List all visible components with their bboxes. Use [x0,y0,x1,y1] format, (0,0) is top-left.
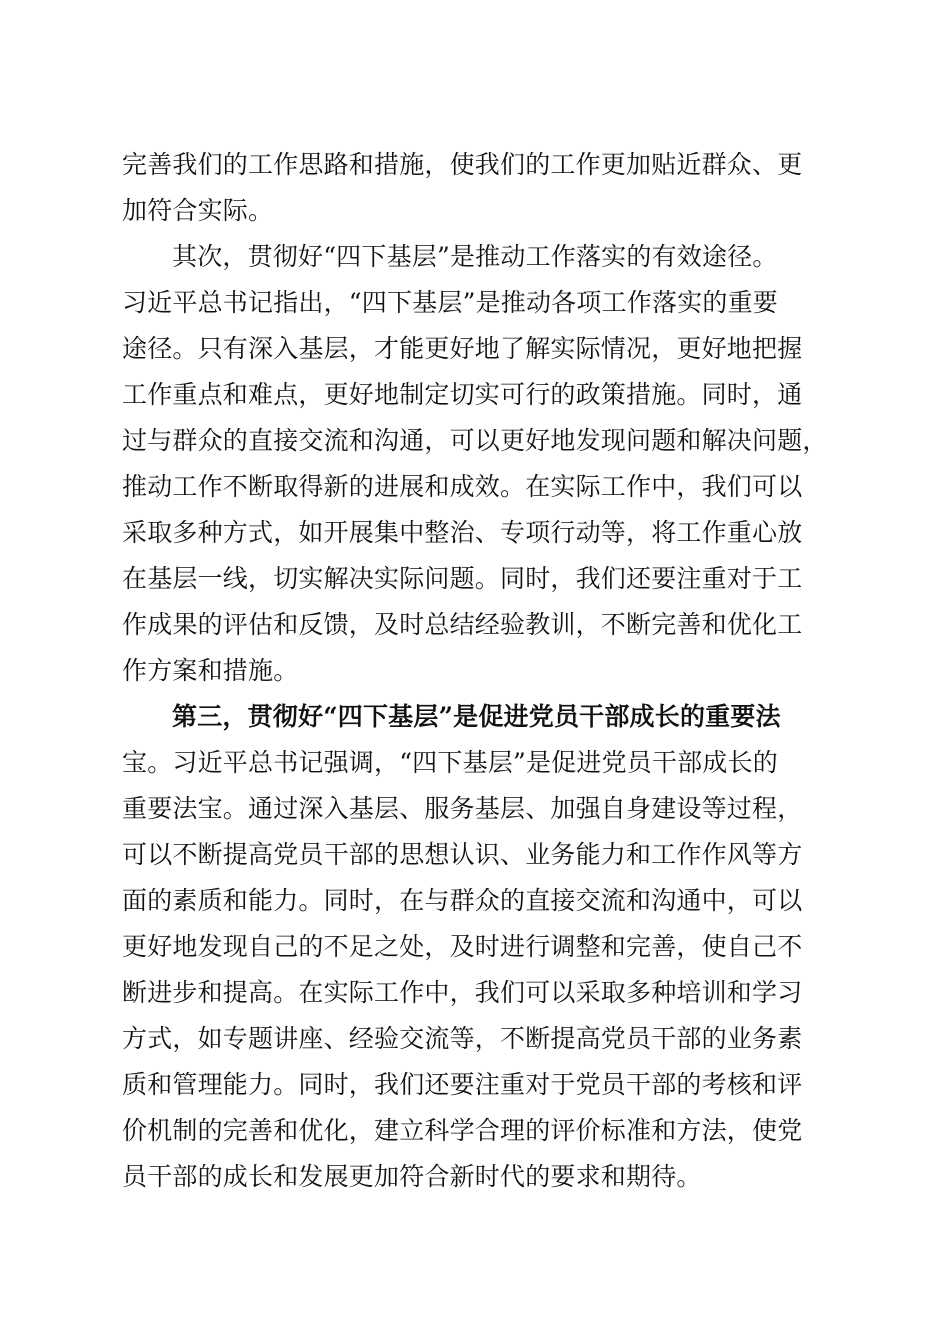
paragraph-3-heading-line: 第三，贯彻好“四下基层”是促进党员干部成长的重要法 [172,702,781,731]
text-line: 完善我们的工作思路和措施，使我们的工作更加贴近群众、更 [122,150,803,179]
text-line: 作方案和措施。 [122,656,299,685]
text-line: 加符合实际。 [122,196,274,225]
text-line: 面的素质和能力。同时，在与群众的直接交流和沟通中，可以 [122,886,803,915]
text-line: 方式，如专题讲座、经验交流等，不断提高党员干部的业务素 [122,1024,803,1053]
text-line: 价机制的完善和优化，建立科学合理的评价标准和方法，使党 [122,1116,803,1145]
text-line: 工作重点和难点，更好地制定切实可行的政策措施。同时，通 [122,380,803,409]
text-line: 习近平总书记指出，“四下基层”是推动各项工作落实的重要 [122,288,778,317]
text-line: 可以不断提高党员干部的思想认识、业务能力和工作作风等方 [122,840,803,869]
text-line: 宝。习近平总书记强调，“四下基层”是促进党员干部成长的 [122,748,778,777]
text-line: 重要法宝。通过深入基层、服务基层、加强自身建设等过程， [122,794,803,823]
text-line: 采取多种方式，如开展集中整治、专项行动等，将工作重心放 [122,518,803,547]
text-line: 员干部的成长和发展更加符合新时代的要求和期待。 [122,1162,702,1191]
text-line: 更好地发现自己的不足之处，及时进行调整和完善，使自己不 [122,932,803,961]
text-line: 在基层一线，切实解决实际问题。同时，我们还要注重对于工 [122,564,803,593]
text-line: 断进步和提高。在实际工作中，我们可以采取多种培训和学习 [122,978,803,1007]
text-line: 质和管理能力。同时，我们还要注重对于党员干部的考核和评 [122,1070,803,1099]
text-line: 途径。只有深入基层，才能更好地了解实际情况，更好地把握 [122,334,803,363]
document-body [122,142,832,1200]
text-line: 过与群众的直接交流和沟通，可以更好地发现问题和解决问题， [122,426,828,455]
text-line: 推动工作不断取得新的进展和成效。在实际工作中，我们可以 [122,472,803,501]
text-line: 作成果的评估和反馈，及时总结经验教训，不断完善和优化工 [122,610,803,639]
paragraph-2-first-line: 其次，贯彻好“四下基层”是推动工作落实的有效途径。 [172,242,778,271]
